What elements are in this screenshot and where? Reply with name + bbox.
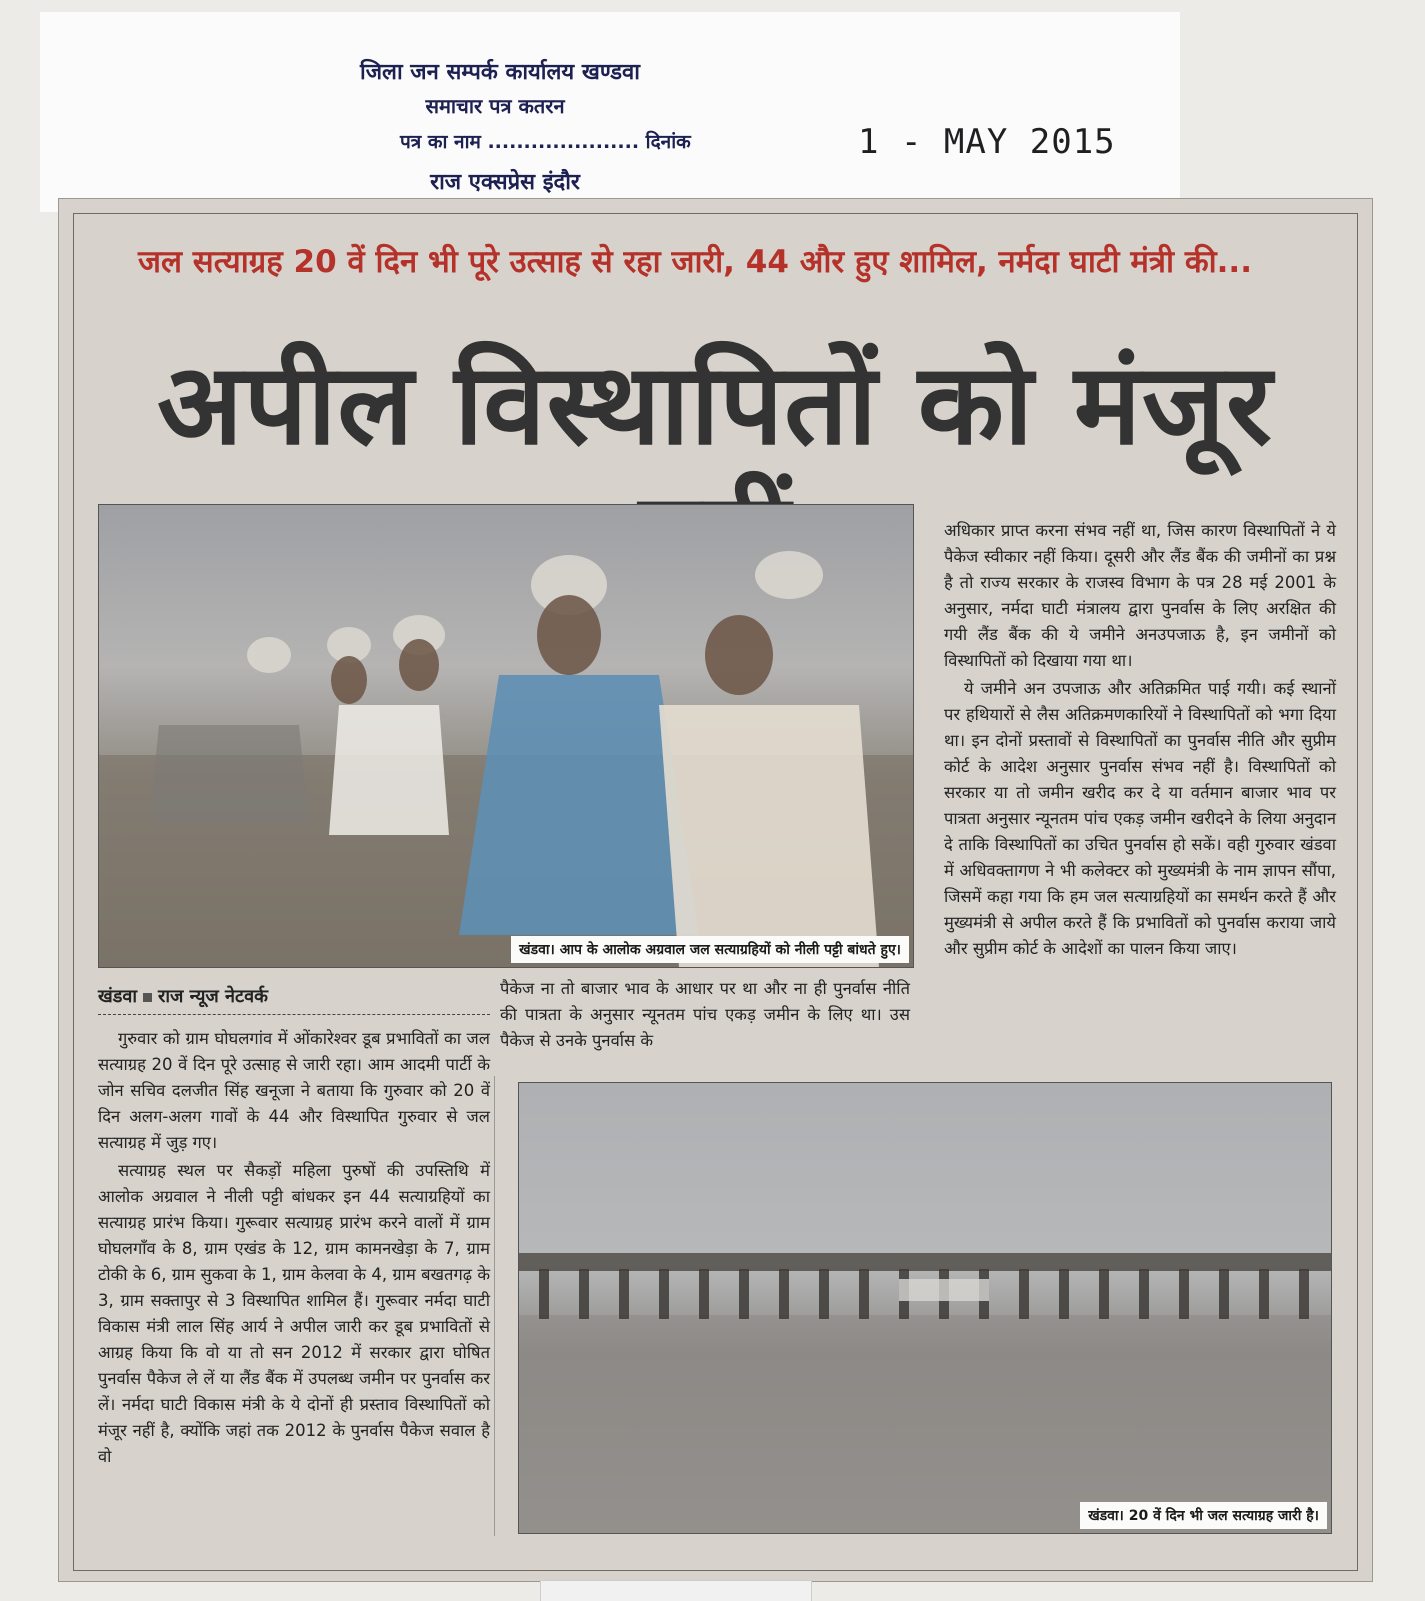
byline <box>98 984 490 1015</box>
stamp-paper-name: राज एक्सप्रेस इंदौर <box>430 170 580 195</box>
photo2-illustration <box>519 1083 1331 1533</box>
column-divider <box>494 1076 495 1536</box>
stamp-date: 1 - MAY 2015 <box>858 122 1116 162</box>
col3-paragraph-1: अधिकार प्राप्त करना संभव नहीं था, जिस कारण विस्थापितों ने ये पैकेज स्वीकार नहीं किया। दूसरी और लैंड बैंक की जमीनों का प्रश्न है तो राज्य सरकार के राजस्व विभाग के पत्र 28 मई 2001 के अनुसार, नर्मदा घाटी मंत्रालय द्वारा पुनर्वास के लिए अरक्षित की गयी लैंड बैंक की ये जमीने अनउपजाऊ है, इन जमीनों को विस्थापितों को दिखाया गया था। <box>944 521 1336 670</box>
col1-paragraph-1: गुरुवार को ग्राम घोघलगांव में ओंकारेश्वर डूब प्रभावितों का जल सत्याग्रह 20 वें दिन पूरे उत्साह से जारी रहा। आम आदमी पार्टी के जोन सचिव दलजीत सिंह खनूजा ने बताया कि गुरुवार को 20 वें दिन अलग-अलग गावों के 44 और विस्थापित गुरुवार से जल सत्याग्रह में जुड़ गए। <box>98 1029 490 1152</box>
col3-paragraph-2: ये जमीने अन उपजाऊ और अतिक्रमित पाई गयी। कई स्थानों पर हथियारों से लैस अतिक्रमणकारियों ने विस्थापितों को भगा दिया था। इन दोनों प्रस्तावों से विस्थापितों का पुनर्वास नीति और सुप्रीम कोर्ट के आदेश अनुसार पुनर्वास संभव नहीं है। विस्थापितों को सरकार या तो जमीन खरीद कर दे या वर्तमान बाजार भाव पर पात्रता अनुसार न्यूनतम पांच एकड़ जमीन खरीदने के लिया अनुदान दे ताकि विस्थापितों का उचित पुनर्वास हो सकें। वही गुरुवार खंडवा में अधिवक्तागण ने भी कलेक्टर को मुख्यमंत्री के नाम ज्ञापन सौंपा, जिसमें कहा गया कि हम जल सत्याग्रहियों का समर्थन करते हैं और मुख्यमंत्री से अपील करते हैं कि प्रभावितों को पुनर्वास कराया जाये और सुप्रीम कोर्ट के आदेशों का पालन किया जाए। <box>944 679 1336 958</box>
article-headline: अपील विस्थापितों को मंजूर <box>157 340 1273 470</box>
photo1-caption: खंडवा। आप के आलोक अग्रवाल जल सत्याग्रहियों को नीली पट्टी बांधते हुए। <box>511 936 909 963</box>
article-kicker: जल सत्याग्रह 20 वें दिन भी पूरे उत्साह से रहा जारी, 44 और हुए शामिल, नर्मदा घाटी मंत्री की... <box>138 244 1252 280</box>
article-column-1 <box>98 1026 490 1472</box>
photo1-illustration <box>99 505 913 967</box>
scan-edge-scrap <box>540 1580 812 1601</box>
col1-paragraph-2: सत्याग्रह स्थल पर सैकड़ों महिला पुरुषों की उपस्तिथि में आलोक अग्रवाल ने नीली पट्टी बांधकर इन 44 सत्याग्रहियों का सत्याग्रह प्रारंभ किया। गुरूवार सत्याग्रह प्रारंभ करने वालों में ग्राम घोघलगाँव के 8, ग्राम एखंड के 12, ग्राम कामनखेड़ा के 7, ग्राम टोकी के 6, ग्राम सुकवा के 1, ग्राम केलवा के 4, ग्राम बखतगढ़ के 3, ग्राम सक्तापुर से 3 विस्थापित शामिल हैं। गुरूवार नर्मदा घाटी विकास मंत्री लाल सिंह आर्य ने अपील जारी कर डूब प्रभावितों से आग्रह किया कि वो या तो सन 2012 में सरकार द्वारा घोषित पुनर्वास पैकेज ले लें या लैंड बैंक में उपलब्ध जमीन पर पुनर्वास कर लें। नर्मदा घाटी विकास मंत्री के ये दोनों ही प्रस्ताव विस्थापितों को मंजूर नहीं है, क्योंकि जहां तक 2012 के पुनर्वास पैकेज सवाल है वो <box>98 1161 490 1466</box>
square-bullet-icon <box>143 993 152 1002</box>
stamp-office-name: जिला जन सम्पर्क कार्यालय खण्डवा <box>360 60 640 85</box>
byline-agency: राज न्यूज नेटवर्क <box>158 986 268 1007</box>
photo2-caption: खंडवा। 20 वें दिन भी जल सत्याग्रह जारी है। <box>1080 1502 1327 1529</box>
photo-protesters-in-water <box>98 504 914 968</box>
stamp-section-title: समाचार पत्र कतरन <box>425 94 565 118</box>
article-column-2 <box>500 976 910 1056</box>
stamp-paper-label: पत्र का नाम ..................... दिनांक <box>400 131 691 153</box>
article-column-3 <box>944 518 1336 964</box>
photo-satyagraha-line <box>518 1082 1332 1534</box>
byline-place: खंडवा <box>98 986 138 1007</box>
col2-paragraph: पैकेज ना तो बाजार भाव के आधार पर था और ना ही पुनर्वास नीति की पात्रता के अनुसार न्यूनतम पांच एकड़ जमीन के लिए था। उस पैकेज से उनके पुनर्वास के <box>500 979 910 1050</box>
clipping-stamp-sheet <box>40 12 1180 212</box>
